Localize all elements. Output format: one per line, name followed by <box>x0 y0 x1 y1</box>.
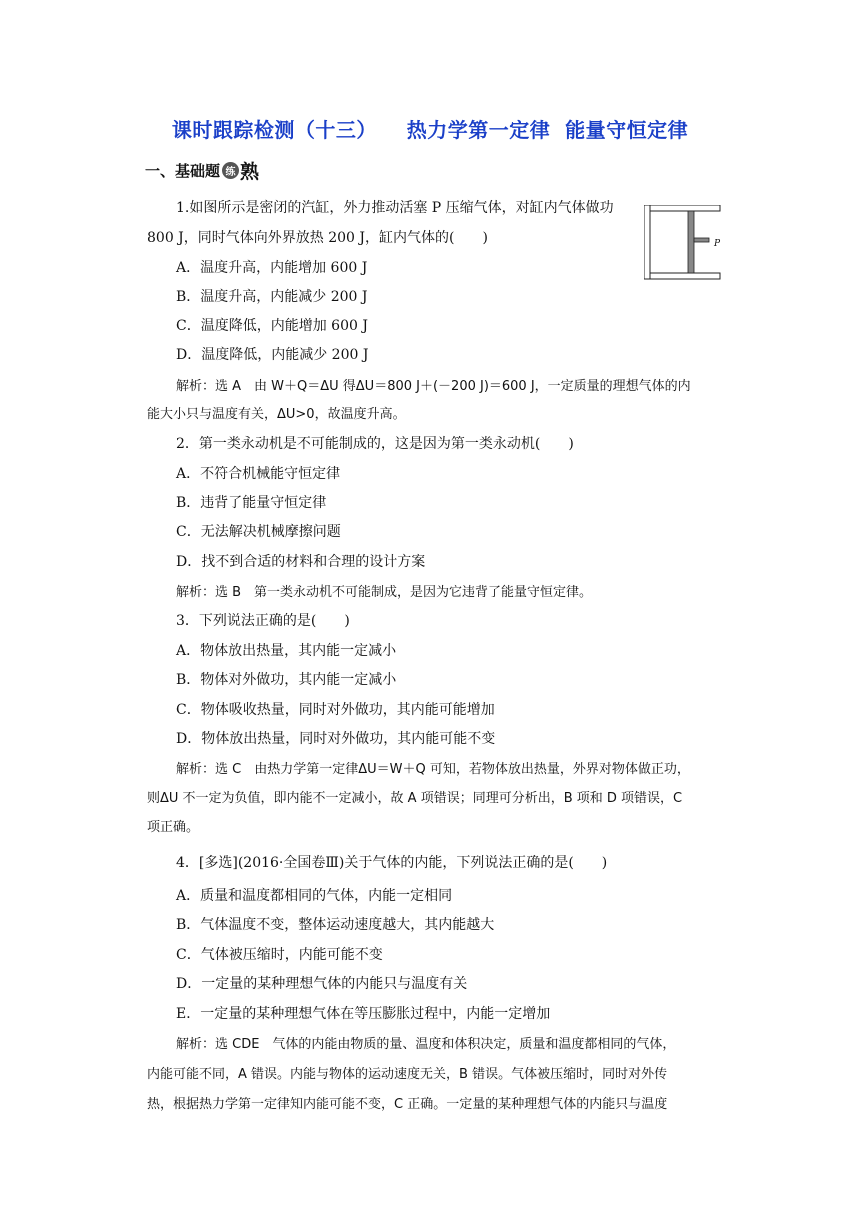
text-line: 内能可能不同，A 错误。内能与物体的运动速度无关，B 错误。气体被压缩时，同时对外传 <box>147 1067 668 1082</box>
text-line: 项正确。 <box>147 820 200 835</box>
text-line: 2．第一类永动机是不可能制成的，这是因为第一类永动机( ) <box>176 436 574 452</box>
text-line: A．质量和温度都相同的气体，内能一定相同 <box>176 888 453 904</box>
section-heading <box>145 157 259 184</box>
text-line: C．温度降低，内能增加 600 J <box>176 318 368 334</box>
text-line: C．物体吸收热量，同时对外做功，其内能可能增加 <box>176 702 495 718</box>
text-line: D．找不到合适的材料和合理的设计方案 <box>176 554 426 570</box>
text-line: 解析：选 CDE 气体的内能由物质的量、温度和体积决定，质量和温度都相同的气体， <box>176 1037 676 1052</box>
text-line: D．温度降低，内能减少 200 J <box>176 347 369 363</box>
text-line: D．一定量的某种理想气体的内能只与温度有关 <box>176 976 468 992</box>
cylinder-piston-figure <box>644 205 724 285</box>
text-line: B．温度升高，内能减少 200 J <box>176 289 368 305</box>
text-line: 热，根据热力学第一定律知内能可能不变，C 正确。一定量的某种理想气体的内能只与温度 <box>147 1097 668 1112</box>
text-line: B．物体对外做功，其内能一定减小 <box>176 672 397 688</box>
practice-badge-char: 熟 <box>240 161 260 183</box>
practice-badge: 练 <box>222 162 239 179</box>
section-label: 一、基础题 <box>145 162 221 180</box>
text-line: D．物体放出热量，同时对外做功，其内能可能不变 <box>176 731 496 747</box>
text-line: 能大小只与温度有关，ΔU>0，故温度升高。 <box>147 407 406 422</box>
text-line: 则ΔU 不一定为负值，即内能不一定减小，故 A 项错误；同理可分析出，B 项和 D 项错误，C <box>147 791 683 806</box>
text-line: E．一定量的某种理想气体在等压膨胀过程中，内能一定增加 <box>176 1006 551 1022</box>
piston-label: P <box>714 239 721 249</box>
text-line: 3．下列说法正确的是( ) <box>176 613 350 629</box>
text-line: 4．[多选](2016·全国卷Ⅲ)关于气体的内能，下列说法正确的是( ) <box>176 855 608 871</box>
text-line: B．气体温度不变，整体运动速度越大，其内能越大 <box>176 917 495 933</box>
text-line: 解析：选 A 由 W＋Q＝ΔU 得ΔU＝800 J＋(－200 J)＝600 J，一定质量的理想气体的内 <box>176 379 691 394</box>
text-line: C．气体被压缩时，内能可能不变 <box>176 947 383 963</box>
text-line: 解析：选 B 第一类永动机不可能制成，是因为它违背了能量守恒定律。 <box>176 585 593 600</box>
text-line: A．温度升高，内能增加 600 J <box>176 260 368 276</box>
text-line: 1.如图所示是密闭的汽缸，外力推动活塞 P 压缩气体，对缸内气体做功 <box>176 200 614 216</box>
text-line: 解析：选 C 由热力学第一定律ΔU＝W＋Q 可知，若物体放出热量，外界对物体做正功， <box>176 762 690 777</box>
text-line: A．物体放出热量，其内能一定减小 <box>176 643 397 659</box>
page-title: 课时跟踪检测（十三） 热力学第一定律 能量守恒定律 <box>171 118 689 142</box>
text-line: 800 J，同时气体向外界放热 200 J，缸内气体的( ) <box>147 230 488 246</box>
text-line: B．违背了能量守恒定律 <box>176 495 327 511</box>
text-line: A．不符合机械能守恒定律 <box>176 466 341 482</box>
text-line: C．无法解决机械摩擦问题 <box>176 524 341 540</box>
